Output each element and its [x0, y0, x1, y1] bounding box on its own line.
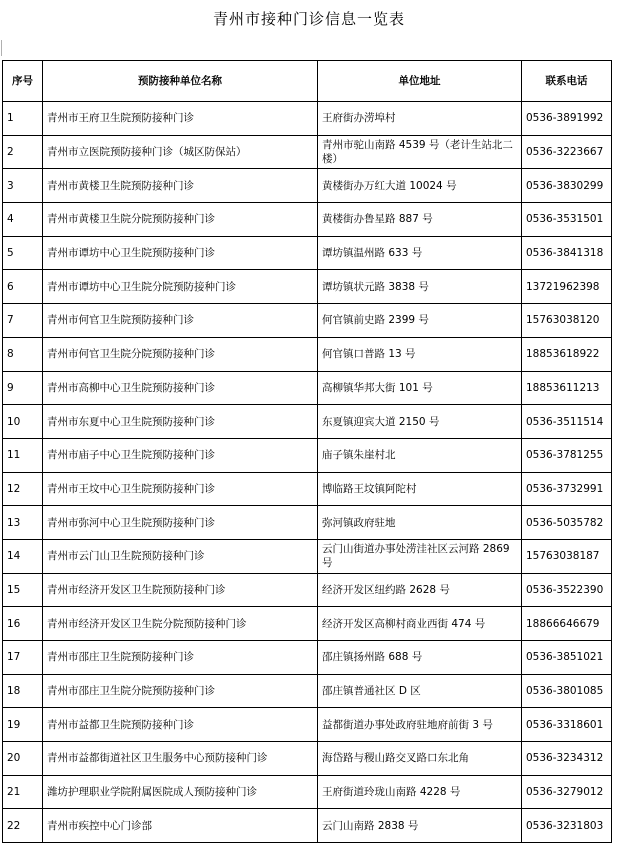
cell-address: 博临路王坟镇阿陀村 — [318, 472, 522, 506]
table-row — [3, 539, 612, 573]
table-row — [3, 304, 612, 338]
cell-phone: 0536-3231803 — [522, 809, 612, 843]
cell-name: 青州市立医院预防接种门诊（城区防保站） — [43, 135, 318, 169]
cell-phone: 0536-5035782 — [522, 506, 612, 540]
cell-address: 王府街道玲珑山南路 4228 号 — [318, 775, 522, 809]
cell-name: 青州市何官卫生院分院预防接种门诊 — [43, 337, 318, 371]
cell-name: 青州市弥河中心卫生院预防接种门诊 — [43, 506, 318, 540]
cell-phone: 18866646679 — [522, 607, 612, 641]
cell-no: 5 — [3, 236, 43, 270]
cell-no: 16 — [3, 607, 43, 641]
cell-address: 何官镇口普路 13 号 — [318, 337, 522, 371]
cell-phone: 15763038187 — [522, 539, 612, 573]
cell-no: 19 — [3, 708, 43, 742]
clinic-table — [2, 60, 612, 843]
cell-address: 谭坊镇状元路 3838 号 — [318, 270, 522, 304]
table-row — [3, 809, 612, 843]
cell-phone: 18853618922 — [522, 337, 612, 371]
cell-no: 22 — [3, 809, 43, 843]
cell-name: 青州市王坟中心卫生院预防接种门诊 — [43, 472, 318, 506]
cell-address: 益都街道办事处政府驻地府前街 3 号 — [318, 708, 522, 742]
header-address: 单位地址 — [318, 61, 522, 102]
table-row — [3, 708, 612, 742]
cell-address: 云门山街道办事处涝洼社区云河路 2869 号 — [318, 539, 522, 573]
cell-address: 海岱路与稷山路交叉路口东北角 — [318, 742, 522, 776]
cell-phone: 0536-3279012 — [522, 775, 612, 809]
table-row — [3, 641, 612, 675]
cell-name: 青州市何官卫生院预防接种门诊 — [43, 304, 318, 338]
header-name: 预防接种单位名称 — [43, 61, 318, 102]
table-row — [3, 405, 612, 439]
cell-name: 青州市谭坊中心卫生院预防接种门诊 — [43, 236, 318, 270]
cell-no: 21 — [3, 775, 43, 809]
cell-no: 14 — [3, 539, 43, 573]
cell-name: 青州市经济开发区卫生院预防接种门诊 — [43, 573, 318, 607]
cell-phone: 0536-3830299 — [522, 169, 612, 203]
cell-phone: 15763038120 — [522, 304, 612, 338]
table-row — [3, 270, 612, 304]
cell-no: 11 — [3, 438, 43, 472]
table-row — [3, 203, 612, 237]
cell-address: 王府街办涝埠村 — [318, 102, 522, 136]
table-header-row — [3, 61, 612, 102]
cell-address: 东夏镇迎宾大道 2150 号 — [318, 405, 522, 439]
cell-no: 18 — [3, 674, 43, 708]
cell-address: 青州市驼山南路 4539 号（老计生站北二楼） — [318, 135, 522, 169]
cell-no: 7 — [3, 304, 43, 338]
cell-name: 青州市东夏中心卫生院预防接种门诊 — [43, 405, 318, 439]
cell-address: 云门山南路 2838 号 — [318, 809, 522, 843]
cell-name: 青州市王府卫生院预防接种门诊 — [43, 102, 318, 136]
cell-phone: 0536-3522390 — [522, 573, 612, 607]
cell-phone: 0536-3781255 — [522, 438, 612, 472]
cell-address: 邵庄镇普通社区 D 区 — [318, 674, 522, 708]
cell-no: 2 — [3, 135, 43, 169]
table-row — [3, 607, 612, 641]
cell-name: 青州市云门山卫生院预防接种门诊 — [43, 539, 318, 573]
table-row — [3, 506, 612, 540]
table-row — [3, 775, 612, 809]
table-row — [3, 438, 612, 472]
cell-name: 青州市经济开发区卫生院分院预防接种门诊 — [43, 607, 318, 641]
cell-name: 青州市高柳中心卫生院预防接种门诊 — [43, 371, 318, 405]
table-row — [3, 573, 612, 607]
cell-phone: 0536-3801085 — [522, 674, 612, 708]
cell-name: 青州市谭坊中心卫生院分院预防接种门诊 — [43, 270, 318, 304]
table-row — [3, 169, 612, 203]
cell-name: 青州市益都卫生院预防接种门诊 — [43, 708, 318, 742]
cell-name: 青州市邵庄卫生院预防接种门诊 — [43, 641, 318, 675]
table-row — [3, 135, 612, 169]
cell-name: 青州市益都街道社区卫生服务中心预防接种门诊 — [43, 742, 318, 776]
cell-address: 何官镇前史路 2399 号 — [318, 304, 522, 338]
cell-phone: 0536-3511514 — [522, 405, 612, 439]
cell-phone: 0536-3851021 — [522, 641, 612, 675]
cell-no: 3 — [3, 169, 43, 203]
cell-name: 潍坊护理职业学院附属医院成人预防接种门诊 — [43, 775, 318, 809]
cell-address: 经济开发区高柳村商业西街 474 号 — [318, 607, 522, 641]
cell-address: 黄楼街办万红大道 10024 号 — [318, 169, 522, 203]
cell-address: 弥河镇政府驻地 — [318, 506, 522, 540]
cell-address: 邵庄镇扬州路 688 号 — [318, 641, 522, 675]
cell-address: 经济开发区纽约路 2628 号 — [318, 573, 522, 607]
cell-address: 黄楼街办鲁星路 887 号 — [318, 203, 522, 237]
cell-no: 9 — [3, 371, 43, 405]
cell-no: 13 — [3, 506, 43, 540]
table-row — [3, 236, 612, 270]
cell-phone: 0536-3891992 — [522, 102, 612, 136]
cell-no: 15 — [3, 573, 43, 607]
cell-no: 6 — [3, 270, 43, 304]
table-row — [3, 742, 612, 776]
header-phone: 联系电话 — [522, 61, 612, 102]
table-row — [3, 102, 612, 136]
cell-phone: 0536-3732991 — [522, 472, 612, 506]
table-row — [3, 337, 612, 371]
cell-name: 青州市黄楼卫生院预防接种门诊 — [43, 169, 318, 203]
cell-no: 1 — [3, 102, 43, 136]
cell-phone: 0536-3531501 — [522, 203, 612, 237]
cell-address: 高柳镇华邦大街 101 号 — [318, 371, 522, 405]
cell-phone: 0536-3318601 — [522, 708, 612, 742]
table-row — [3, 472, 612, 506]
cell-no: 17 — [3, 641, 43, 675]
cell-phone: 13721962398 — [522, 270, 612, 304]
table-row — [3, 371, 612, 405]
page-title: 青州市接种门诊信息一览表 — [212, 10, 405, 28]
corner-mark — [1, 40, 2, 56]
table-row — [3, 674, 612, 708]
cell-phone: 0536-3841318 — [522, 236, 612, 270]
cell-no: 8 — [3, 337, 43, 371]
cell-no: 4 — [3, 203, 43, 237]
cell-name: 青州市邵庄卫生院分院预防接种门诊 — [43, 674, 318, 708]
cell-name: 青州市疾控中心门诊部 — [43, 809, 318, 843]
cell-no: 12 — [3, 472, 43, 506]
cell-name: 青州市庙子中心卫生院预防接种门诊 — [43, 438, 318, 472]
header-no: 序号 — [3, 61, 43, 102]
cell-address: 庙子镇朱崖村北 — [318, 438, 522, 472]
cell-no: 10 — [3, 405, 43, 439]
cell-address: 谭坊镇温州路 633 号 — [318, 236, 522, 270]
cell-phone: 18853611213 — [522, 371, 612, 405]
cell-phone: 0536-3234312 — [522, 742, 612, 776]
cell-phone: 0536-3223667 — [522, 135, 612, 169]
cell-name: 青州市黄楼卫生院分院预防接种门诊 — [43, 203, 318, 237]
cell-no: 20 — [3, 742, 43, 776]
